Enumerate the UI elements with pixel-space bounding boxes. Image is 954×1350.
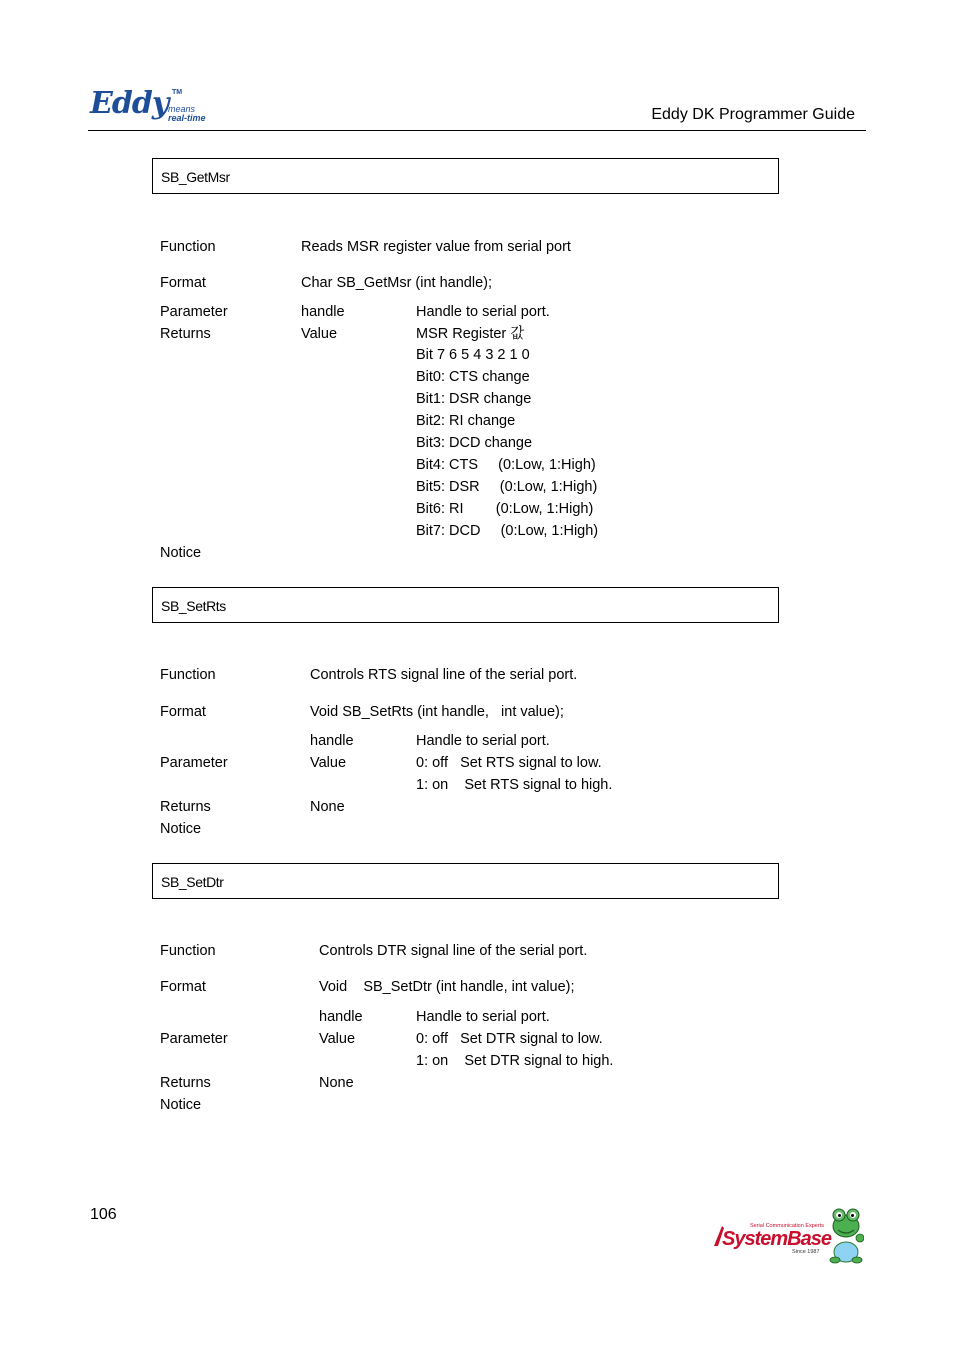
- format-text: Char SB_GetMsr (int handle);: [301, 275, 492, 291]
- param-name: Value: [319, 1031, 356, 1047]
- format-text: Void SB_SetRts (int handle, int value);: [310, 704, 564, 720]
- returns-text: None: [310, 799, 345, 815]
- section-title: SB_SetRts: [161, 598, 226, 614]
- returns-line: Bit5: DSR (0:Low, 1:High): [416, 479, 598, 495]
- label-notice: Notice: [160, 1097, 202, 1113]
- param-name: handle: [319, 1009, 363, 1025]
- param-desc: 1: on Set RTS signal to high.: [416, 777, 613, 793]
- param-desc: 0: off Set RTS signal to low.: [416, 755, 602, 771]
- returns-line: Bit 7 6 5 4 3 2 1 0: [416, 347, 530, 363]
- returns-line: Bit3: DCD change: [416, 435, 533, 451]
- label-returns: Returns: [160, 326, 211, 342]
- eddy-logo-tagline-2: real-time: [168, 113, 206, 123]
- returns-line: Bit0: CTS change: [416, 369, 530, 385]
- label-returns: Returns: [160, 799, 211, 815]
- eddy-logo-tm: TM: [172, 89, 183, 96]
- systembase-brand: SystemBase: [722, 1228, 831, 1250]
- function-text: Controls RTS signal line of the serial port.: [310, 667, 578, 683]
- label-parameter: Parameter: [160, 1031, 228, 1047]
- systembase-logo: [710, 1202, 864, 1264]
- param-desc: Handle to serial port.: [416, 304, 550, 320]
- section-title: SB_SetDtr: [161, 874, 224, 890]
- eddy-logo: [90, 86, 220, 126]
- label-returns: Returns: [160, 1075, 211, 1091]
- label-format: Format: [160, 275, 206, 291]
- param-name: Value: [310, 755, 347, 771]
- label-function: Function: [160, 667, 216, 683]
- returns-line: Bit6: RI (0:Low, 1:High): [416, 501, 594, 517]
- returns-text: None: [319, 1075, 354, 1091]
- param-desc: 1: on Set DTR signal to high.: [416, 1053, 614, 1069]
- label-notice: Notice: [160, 545, 202, 561]
- returns-line: Bit4: CTS (0:Low, 1:High): [416, 457, 596, 473]
- returns-line: Bit1: DSR change: [416, 391, 532, 407]
- param-name: handle: [310, 733, 354, 749]
- section-header-getmsr: [152, 158, 779, 194]
- section-header-setrts: [152, 587, 779, 623]
- function-text: Reads MSR register value from serial port: [301, 239, 571, 255]
- header-divider: [88, 130, 866, 131]
- label-format: Format: [160, 704, 206, 720]
- systembase-since: Since 1987: [792, 1249, 820, 1255]
- label-function: Function: [160, 239, 216, 255]
- param-name: handle: [301, 304, 345, 320]
- param-desc: Handle to serial port.: [416, 733, 550, 749]
- label-parameter: Parameter: [160, 304, 228, 320]
- document-title: Eddy DK Programmer Guide: [651, 106, 855, 123]
- returns-line: Bit2: RI change: [416, 413, 516, 429]
- returns-name: Value: [301, 326, 338, 342]
- frog-mascot-icon: [830, 1209, 864, 1263]
- systembase-tagline: Serial Communication Experts: [750, 1223, 824, 1229]
- function-text: Controls DTR signal line of the serial port.: [319, 943, 588, 959]
- returns-line: MSR Register 값: [416, 326, 525, 342]
- returns-line: Bit7: DCD (0:Low, 1:High): [416, 523, 599, 539]
- label-format: Format: [160, 979, 206, 995]
- label-parameter: Parameter: [160, 755, 228, 771]
- param-desc: 0: off Set DTR signal to low.: [416, 1031, 603, 1047]
- label-notice: Notice: [160, 821, 202, 837]
- format-text: Void SB_SetDtr (int handle, int value);: [319, 979, 575, 995]
- eddy-logo-brand: Eddy: [90, 86, 169, 121]
- eddy-logo-tagline-1: means: [168, 104, 196, 114]
- section-header-setdtr: [152, 863, 779, 899]
- label-function: Function: [160, 943, 216, 959]
- param-desc: Handle to serial port.: [416, 1009, 550, 1025]
- page-number: 106: [90, 1206, 117, 1223]
- section-title: SB_GetMsr: [161, 169, 230, 185]
